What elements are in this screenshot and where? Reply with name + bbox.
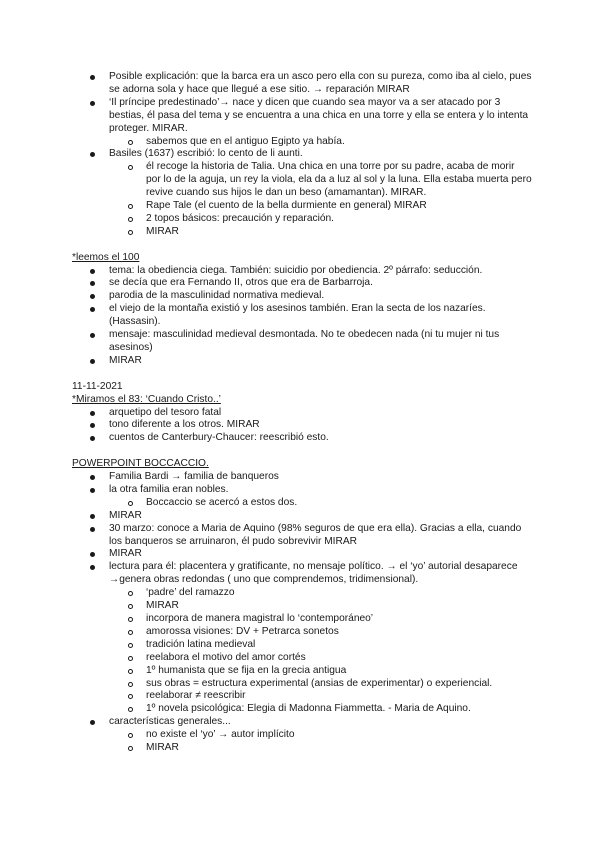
sub-list-item: Boccaccio se acercó a estos dos. bbox=[72, 497, 532, 510]
list-item: Basiles (1637) escribió: lo cento de li aunti. bbox=[72, 148, 532, 161]
hollow-bullet-icon bbox=[128, 204, 133, 209]
bullet-icon bbox=[90, 333, 95, 338]
date-label: 11-11-2021 bbox=[72, 380, 123, 392]
sub-list-item: MIRAR bbox=[72, 742, 532, 755]
list-item: Familia Bardi → familia de banqueros bbox=[72, 471, 532, 484]
list-item: MIRAR bbox=[72, 510, 532, 523]
list-item: cuentos de Canterbury-Chaucer: reescribió esto. bbox=[72, 432, 532, 445]
sub-list-item: 2 topos básicos: precaución y reparación. bbox=[72, 213, 532, 226]
hollow-bullet-icon bbox=[128, 643, 133, 648]
sub-list-item: Rape Tale (el cuento de la bella durmiente en general) MIRAR bbox=[72, 200, 532, 213]
sub-list-item: no existe el ‘yo’ → autor implícito bbox=[72, 729, 532, 742]
hollow-bullet-icon bbox=[128, 669, 133, 674]
sub-list-item: sus obras = estructura experimental (ansias de experimentar) o experiencial. bbox=[72, 678, 532, 691]
list-item: tema: la obediencia ciega. También: suicidio por obediencia. 2º párrafo: seducción. bbox=[72, 265, 532, 278]
list-item: arquetipo del tesoro fatal bbox=[72, 407, 532, 420]
list-item: 30 marzo: conoce a Maria de Aquino (98% seguros de que era ella). Gracias a ella, cuando los banqueros se arruinaron, él pudo sobrevivir MIRAR bbox=[72, 523, 532, 549]
bullet-icon bbox=[90, 527, 95, 532]
bullet-icon bbox=[90, 101, 95, 106]
bullet-icon bbox=[90, 307, 95, 312]
section-heading-miramos: *Miramos el 83: ‘Cuando Cristo..’ bbox=[72, 393, 221, 405]
hollow-bullet-icon bbox=[128, 140, 133, 145]
hollow-bullet-icon bbox=[128, 733, 133, 738]
list-item: parodia de la masculinidad normativa medieval. bbox=[72, 290, 532, 303]
bullet-icon bbox=[90, 269, 95, 274]
bullet-icon bbox=[90, 152, 95, 157]
section-heading-boccaccio: POWERPOINT BOCCACCIO. bbox=[72, 458, 209, 470]
sub-list-item: reelabora el motivo del amor cortés bbox=[72, 652, 532, 665]
bullet-icon bbox=[90, 488, 95, 493]
hollow-bullet-icon bbox=[128, 707, 133, 712]
notes-body bbox=[72, 71, 532, 755]
bullet-icon bbox=[90, 720, 95, 725]
hollow-bullet-icon bbox=[128, 656, 133, 661]
list-item: MIRAR bbox=[72, 548, 532, 561]
section-fairy-tales bbox=[72, 71, 532, 239]
list-item: Posible explicación: que la barca era un asco pero ella con su pureza, como iba al cielo, pues se adorna sola y hace que llegué a ese sitio. → reparación MIRAR bbox=[72, 71, 532, 97]
hollow-bullet-icon bbox=[128, 591, 133, 596]
section-miramos-83 bbox=[72, 407, 532, 446]
bullet-icon bbox=[90, 552, 95, 557]
bullet-icon bbox=[90, 294, 95, 299]
bullet-icon bbox=[90, 281, 95, 286]
hollow-bullet-icon bbox=[128, 682, 133, 687]
hollow-bullet-icon bbox=[128, 217, 133, 222]
sub-list-item: 1º humanista que se fija en la grecia antigua bbox=[72, 665, 532, 678]
hollow-bullet-icon bbox=[128, 617, 133, 622]
hollow-bullet-icon bbox=[128, 630, 133, 635]
spacer bbox=[72, 239, 532, 252]
bullet-icon bbox=[90, 436, 95, 441]
list-item: la otra familia eran nobles. bbox=[72, 484, 532, 497]
sub-list-item: sabemos que en el antiguo Egipto ya había. bbox=[72, 136, 532, 149]
sub-list-item: MIRAR bbox=[72, 226, 532, 239]
hollow-bullet-icon bbox=[128, 604, 133, 609]
bullet-icon bbox=[90, 359, 95, 364]
bullet-icon bbox=[90, 423, 95, 428]
sub-list-item: 1º novela psicológica: Elegia di Madonna Fiammetta. - Maria de Aquino. bbox=[72, 703, 532, 716]
sub-list-item: él recoge la historia de Talia. Una chica en una torre por su padre, acaba de morir por lo de la aguja, un rey la viola, ela da a luz al sol y la luna. Ella estaba muerta pero revive cuando sus hijos le dan un beso (amamantan). MIRAR. bbox=[72, 161, 532, 200]
section-leemos-100 bbox=[72, 265, 532, 368]
hollow-bullet-icon bbox=[128, 694, 133, 699]
list-item: mensaje: masculinidad medieval desmontada. No te obedecen nada (ni tu mujer ni tus asesinos) bbox=[72, 329, 532, 355]
bullet-icon bbox=[90, 565, 95, 570]
spacer bbox=[72, 368, 532, 381]
sub-list-item: amorossa visiones: DV + Petrarca sonetos bbox=[72, 626, 532, 639]
sub-list-item: reelaborar ≠ reescribir bbox=[72, 690, 532, 703]
section-heading-leemos: *leemos el 100 bbox=[72, 251, 140, 263]
bullet-icon bbox=[90, 514, 95, 519]
hollow-bullet-icon bbox=[128, 165, 133, 170]
hollow-bullet-icon bbox=[128, 746, 133, 751]
sub-list-item: MIRAR bbox=[72, 600, 532, 613]
list-item: lectura para él: placentera y gratificante, no mensaje político. → el ‘yo’ autorial desaparece →genera obras redondas ( uno que comprendemos, tridimensional). bbox=[72, 561, 532, 587]
sub-list-item: tradición latina medieval bbox=[72, 639, 532, 652]
list-item: se decía que era Fernando II, otros que era de Barbarroja. bbox=[72, 277, 532, 290]
bullet-icon bbox=[90, 475, 95, 480]
section-boccaccio bbox=[72, 471, 532, 755]
bullet-icon bbox=[90, 75, 95, 80]
hollow-bullet-icon bbox=[128, 230, 133, 235]
hollow-bullet-icon bbox=[128, 501, 133, 506]
sub-list-item: incorpora de manera magistral lo ‘contemporáneo’ bbox=[72, 613, 532, 626]
list-item: tono diferente a los otros. MIRAR bbox=[72, 419, 532, 432]
sub-list-item: ‘padre’ del ramazzo bbox=[72, 587, 532, 600]
list-item: características generales... bbox=[72, 716, 532, 729]
bullet-icon bbox=[90, 411, 95, 416]
spacer bbox=[72, 445, 532, 458]
list-item: el viejo de la montaña existió y los asesinos también. Eran la secta de los nazaríes. (Hassasin). bbox=[72, 303, 532, 329]
list-item: ‘Il príncipe predestinado’→ nace y dicen que cuando sea mayor va a ser atacado por 3 bestias, él pasa del tema y se encuentra a una chica en una torre y ella se entera y lo intenta proteger. MIRAR. bbox=[72, 97, 532, 136]
list-item: MIRAR bbox=[72, 355, 532, 368]
